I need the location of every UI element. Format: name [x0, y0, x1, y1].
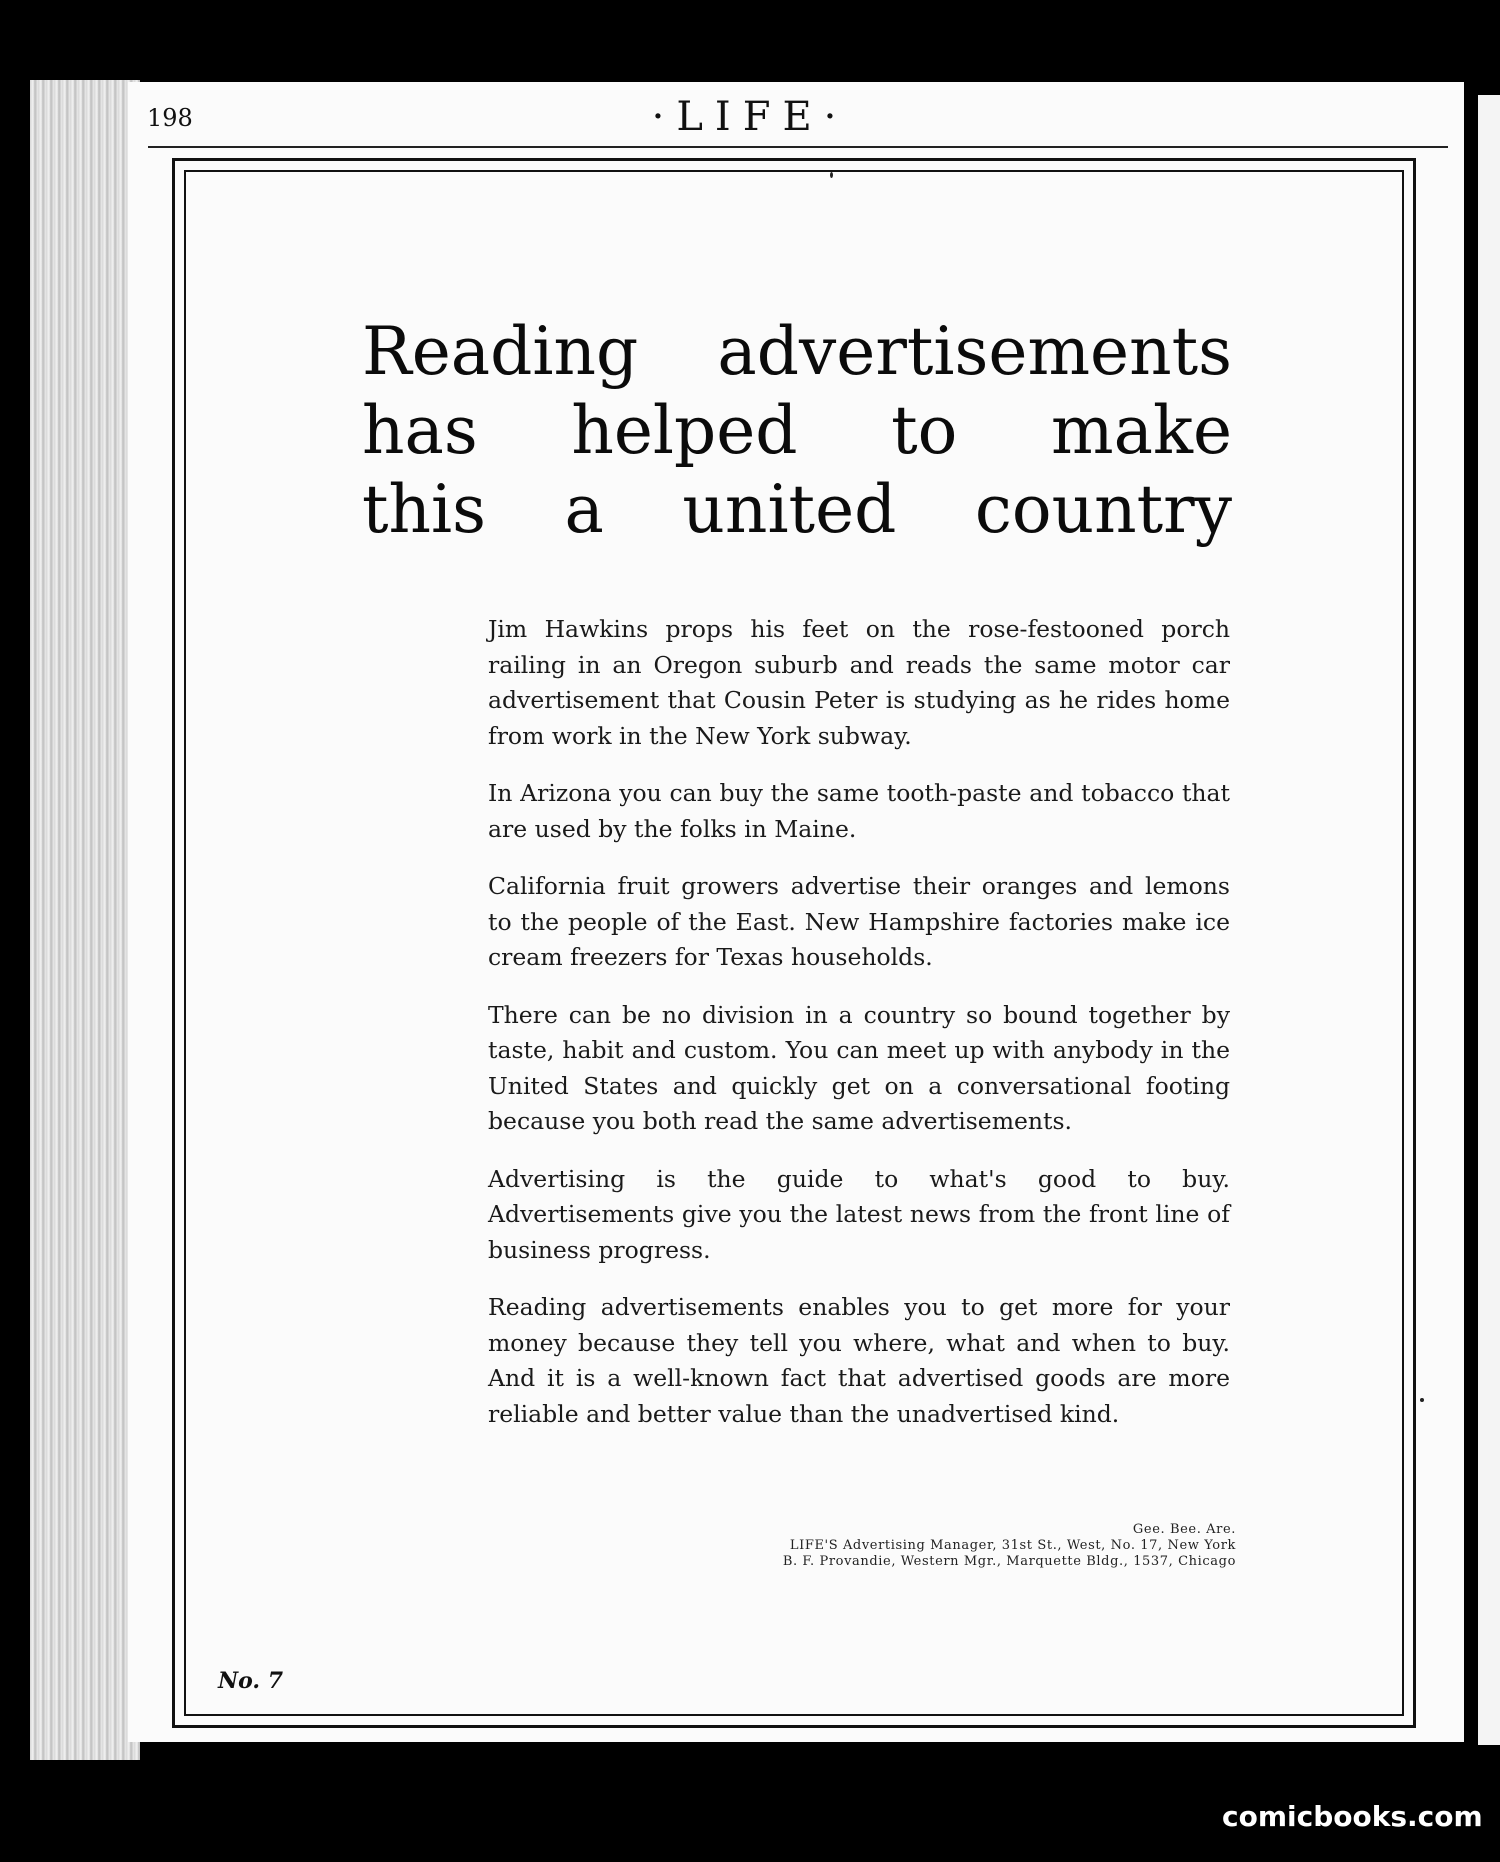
body-paragraph: California fruit growers advertise their oranges and lemons to the people of the East. New Hampshire factories make ice cream freezers for Texas households. [488, 872, 1230, 971]
issue-number: No. 7 [218, 1668, 284, 1694]
header-rule [148, 146, 1448, 148]
page-number: 198 [147, 104, 193, 132]
book-page-edges [30, 80, 140, 1760]
body-paragraph: Jim Hawkins props his feet on the rose-festooned porch railing in an Oregon suburb and reads the same motor car advertisement that Cousin Peter is studying as he rides home from work in the New York subway. [488, 615, 1230, 750]
body-paragraph: Advertising is the guide to what's good to buy. Advertisements give you the latest news from the front line of business progress. [488, 1164, 1230, 1264]
body-paragraph: There can be no division in a country so bound together by taste, habit and custom. You can meet up with anybody in the United States and quickly get on a conversational footing because you both read the same advertisements. [488, 1000, 1230, 1135]
print-speck [1420, 1398, 1424, 1402]
ad-signature: Gee. Bee. Are. [1132, 1522, 1236, 1537]
headline-line: has helped to make [362, 392, 1232, 469]
ad-credits [600, 1522, 1236, 1570]
print-speck [830, 172, 833, 178]
ad-headline [362, 312, 1232, 549]
facing-page-edge [1478, 95, 1500, 1745]
masthead-title: ·LIFE· [651, 94, 849, 140]
headline-line: Reading advertisements [362, 313, 1232, 390]
credit-line: LIFE'S Advertising Manager, 31st St., West, No. 17, New York [789, 1538, 1236, 1553]
credit-line: B. F. Provandie, Western Mgr., Marquette Bldg., 1537, Chicago [782, 1554, 1236, 1569]
ad-body [488, 612, 1230, 1454]
headline-line: this a united country [362, 471, 1232, 548]
body-paragraph: In Arizona you can buy the same tooth-paste and tobacco that are used by the folks in Maine. [488, 779, 1230, 843]
body-paragraph: Reading advertisements enables you to get more for your money because they tell you where, what and when to buy. And it is a well-known fact that advertised goods are more reliable and better value than the unadvertised kind. [488, 1293, 1230, 1428]
watermark-text: comicbooks.com [1222, 1800, 1483, 1833]
